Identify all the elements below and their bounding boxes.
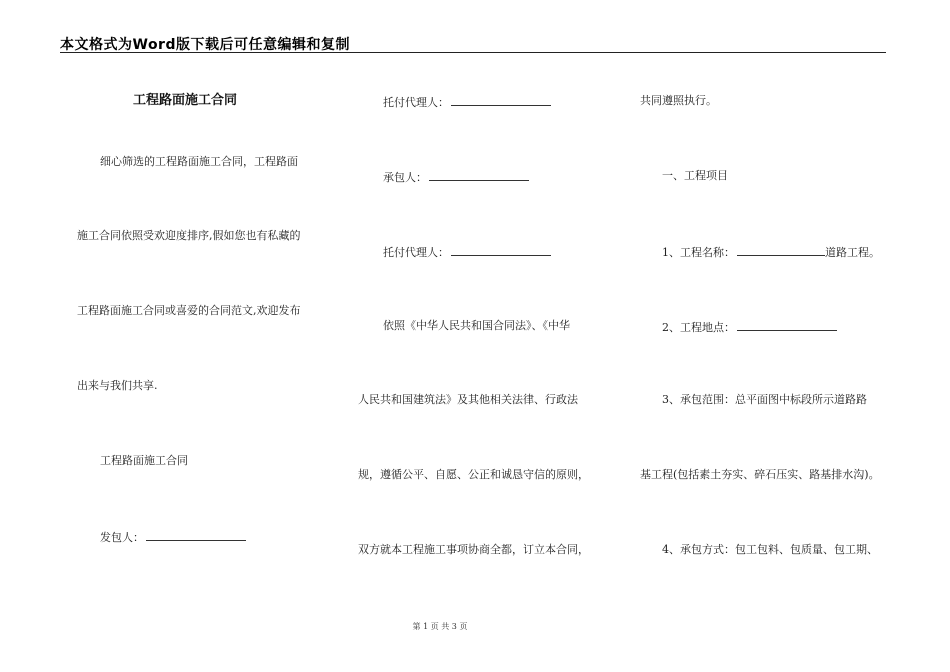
intro-line-3: 工程路面施工合同或喜爱的合同范文,欢迎发布 (77, 304, 301, 317)
contract-method-line: 4、承包方式：包工包料、包质量、包工期、 (662, 543, 878, 556)
project-name-suffix: 道路工程。 (825, 246, 880, 259)
employer-label: 发包人： (100, 531, 144, 544)
header-divider (60, 52, 886, 53)
agent-field-1 (383, 94, 551, 110)
section-heading: 工程路面施工合同 (100, 454, 188, 467)
scope-line-2: 基工程(包括素土夯实、碎石压实、路基排水沟)。 (640, 468, 880, 481)
agent-blank-2 (451, 244, 551, 256)
document-header-title: 本文格式为Word版下载后可任意编辑和复制 (60, 37, 350, 53)
contract-title: 工程路面施工合同 (133, 93, 238, 108)
agent-label-1: 托付代理人： (383, 96, 449, 109)
employer-field (100, 529, 246, 545)
execution-line: 共同遵照执行。 (640, 94, 717, 107)
contractor-field (383, 169, 529, 185)
project-section-heading: 一、工程项目 (662, 169, 728, 182)
contractor-label: 承包人： (383, 171, 427, 184)
contractor-blank (429, 169, 529, 181)
project-name-field (662, 244, 880, 260)
agent-blank-1 (451, 94, 551, 106)
scope-line-1: 3、承包范围：总平面图中标段所示道路路 (662, 393, 867, 406)
intro-line-4: 出来与我们共享. (77, 379, 158, 392)
project-location-blank (737, 319, 837, 331)
employer-blank (146, 529, 246, 541)
project-location-field (662, 319, 837, 335)
agent-field-2 (383, 244, 551, 260)
project-name-blank (737, 244, 825, 256)
page-number: 第 1 页 共 3 页 (412, 622, 468, 631)
agent-label-2: 托付代理人： (383, 246, 449, 259)
intro-line-1: 细心筛选的工程路面施工合同，工程路面 (100, 155, 298, 168)
intro-line-2: 施工合同依照受欢迎度排序,假如您也有私藏的 (77, 229, 301, 242)
project-name-label: 1、工程名称： (662, 246, 735, 259)
legal-basis-line-1: 依照《中华人民共和国合同法》、《中华 (383, 319, 570, 332)
legal-basis-line-4: 双方就本工程施工事项协商全都，订立本合同， (358, 543, 589, 556)
project-location-label: 2、工程地点： (662, 321, 735, 334)
legal-basis-line-3: 规，遵循公平、自愿、公正和诚恳守信的原则， (358, 468, 589, 481)
legal-basis-line-2: 人民共和国建筑法》及其他相关法律、行政法 (358, 393, 578, 406)
